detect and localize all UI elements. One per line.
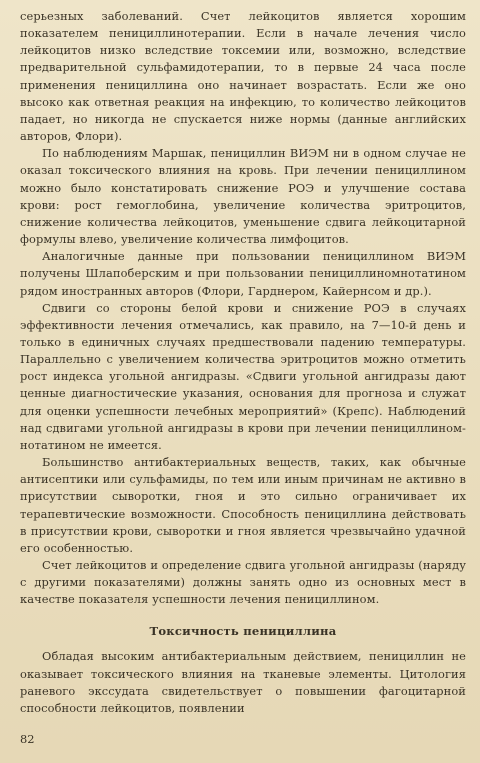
- body-text: [20, 8, 466, 608]
- paragraph-analogous-data: Аналогичные данные при пользовании пенициллином ВИЭМ получены Шлапоберским и при пользовании пенициллиномнотатином рядом иностранных авторов (Флори, Гарднером, Кайернсом и др.).: [20, 249, 466, 298]
- paragraph-marshak-observations: По наблюдениям Маршак, пенициллин ВИЭМ ни в одном случае не оказал токсического влияния на кровь. При лечении пенициллином можно было констатировать снижение РОЭ и улучшение состава крови: рост гемоглобина, увеличение количества эритроцитов, снижение количества лейкоцитов, уменьшение сдвига лейкоцитарной формулы влево, увеличение количества лимфоцитов.: [20, 146, 466, 247]
- paragraph-toxicity: Обладая высоким антибактериальным действием, пенициллин не оказывает токсического влияния на тканевые элементы. Цитология раневого экссудата свидетельствует о повышении фагоцитарной способности лейкоцитов, появлении: [20, 649, 466, 715]
- section-heading: Токсичность пенициллина: [149, 624, 337, 639]
- paragraph-antibacterial-substances: Большинство антибактериальных веществ, таких, как обычные антисептики или сульфамиды, по тем или иным причинам не активно в присутствии сыворотки, гноя и это сильно ограничивает их терапевтические возможности. Способность пенициллина действовать в присутствии крови, сыворотки и гноя является чрезвычайно удачной его особенностью.: [20, 455, 466, 555]
- paragraph-leukocyte-count: Счет лейкоцитов и определение сдвига угольной ангидразы (наряду с другими показателями) должны занять одно из основных мест в качестве показателя успешности лечения пенициллином.: [20, 558, 466, 607]
- page-number: 82: [20, 732, 35, 746]
- body-text-bottom: [20, 648, 466, 717]
- paragraph-blood-shifts: Сдвиги со стороны белой крови и снижение РОЭ в случаях эффективности лечения отмечались, как правило, на 7—10-й день и только в единичных случаях предшествовали падению температуры. Параллельно с увеличением количества эритроцитов можно отметить рост индекса угольной ангидразы. «Сдвиги угольной ангидразы дают ценные диагностические указания, основания для прогноза и служат для оценки успешности лечебных мероприятий» (Крепс). Наблюдений над сдвигами угольной ангидразы в крови при лечении пенициллином-нотатином не имеется.: [20, 300, 466, 452]
- paragraph-continuation: серьезных заболеваний. Счет лейкоцитов является хорошим показателем пенициллинотерапии. Если в начале лечения число лейкоцитов низко вследствие токсемии или, возможно, вследствие предварительной сульфамидотерапии, то в первые 24 часа после применения пенициллина оно начинает возрастать. Если же оно высоко как ответная реакция на инфекцию, то количество лейкоцитов падает, но никогда не спускается ниже нормы (данные английских авторов, Флори).: [20, 9, 466, 144]
